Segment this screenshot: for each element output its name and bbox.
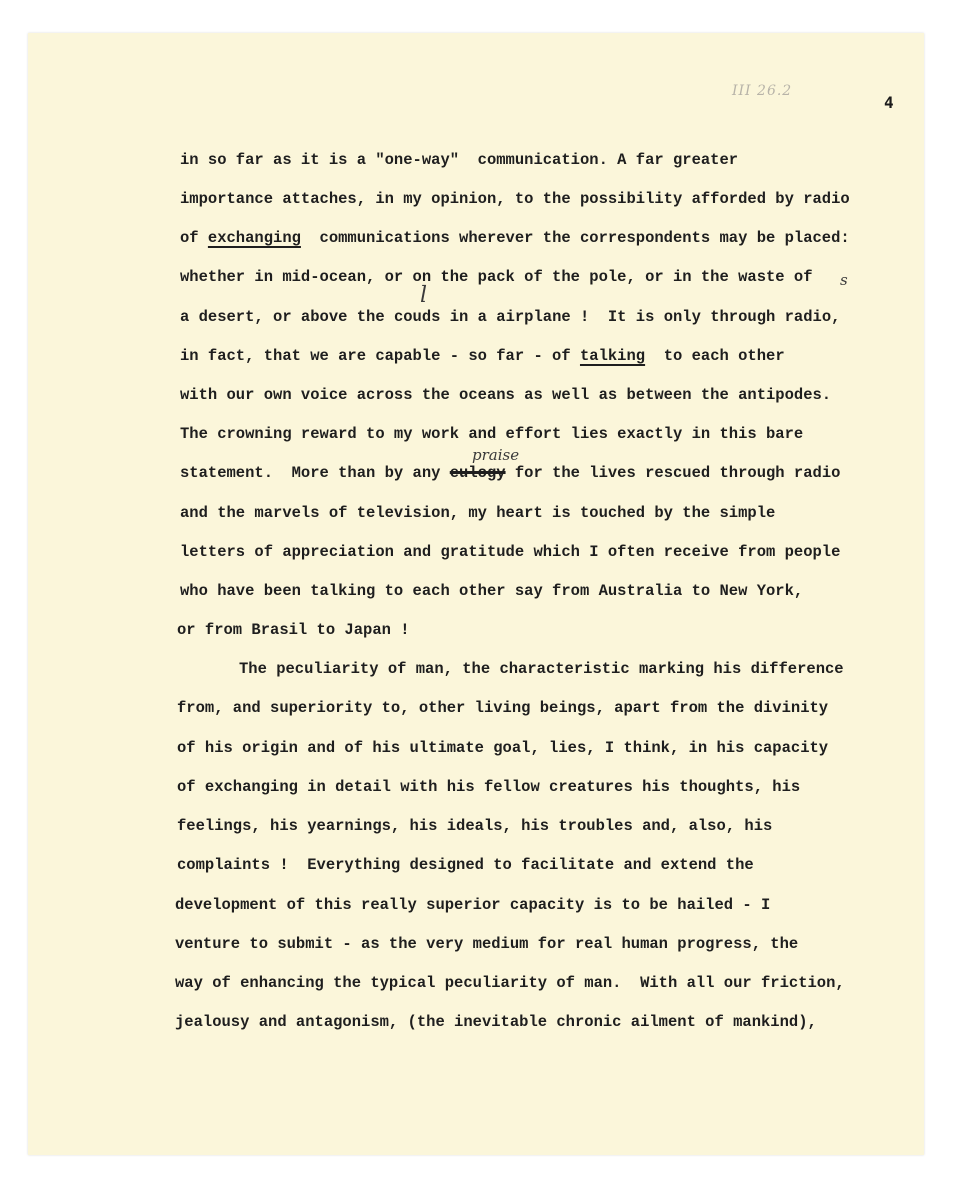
text-line: with our own voice across the oceans as well as between the antipodes. <box>180 386 832 404</box>
text-span: for the lives rescued through radio <box>505 464 841 482</box>
corrected-word: couds <box>393 308 441 326</box>
handwritten-s: s <box>840 271 848 289</box>
text-span: a desert, or above the <box>180 308 394 326</box>
text-line: importance attaches, in my opinion, to the possibility afforded by radio <box>180 190 850 208</box>
text-line <box>180 228 850 248</box>
text-line: way of enhancing the typical peculiarity of man. With all our friction, <box>175 974 845 992</box>
struck-word: eulogy <box>449 464 506 482</box>
text-line <box>180 307 840 327</box>
text-line: The peculiarity of man, the characteristic marking his difference <box>239 660 844 678</box>
text-span: of <box>180 229 208 247</box>
text-line: whether in mid-ocean, or on the pack of the pole, or in the waste of <box>180 268 813 286</box>
text-line: in so far as it is a "one-way" communication. A far greater <box>180 151 739 169</box>
text-span: to each other <box>645 347 785 365</box>
underlined-word: exchanging <box>207 229 301 247</box>
text-span: in a airplane ! It is only through radio, <box>440 308 841 326</box>
handwritten-praise: praise <box>472 446 520 464</box>
text-line: The crowning reward to my work and effort lies exactly in this bare <box>180 425 804 443</box>
text-line: venture to submit - as the very medium for real human progress, the <box>175 935 799 953</box>
text-line: from, and superiority to, other living beings, apart from the divinity <box>177 699 829 717</box>
text-line: and the marvels of television, my heart is touched by the simple <box>180 504 776 522</box>
text-line: who have been talking to each other say from Australia to New York, <box>180 582 804 600</box>
text-line: of his origin and of his ultimate goal, lies, I think, in his capacity <box>177 739 829 757</box>
text-line: of exchanging in detail with his fellow creatures his thoughts, his <box>177 778 801 796</box>
text-line <box>180 463 840 483</box>
underlined-word: talking <box>579 347 646 365</box>
text-line: development of this really superior capacity is to be hailed - I <box>175 896 771 914</box>
pencil-archive-note: III 26.2 <box>732 83 793 99</box>
text-line: letters of appreciation and gratitude which I often receive from people <box>180 543 841 561</box>
text-line: feelings, his yearnings, his ideals, his troubles and, also, his <box>177 817 773 835</box>
page-number: 4 <box>884 93 894 112</box>
text-span: communications wherever the correspondents may be placed: <box>300 229 850 247</box>
text-line: or from Brasil to Japan ! <box>177 621 410 639</box>
text-line: jealousy and antagonism, (the inevitable chronic ailment of mankind), <box>175 1013 817 1031</box>
text-span: statement. More than by any <box>180 464 450 482</box>
text-line: complaints ! Everything designed to facilitate and extend the <box>177 856 754 874</box>
handwritten-l: l <box>420 283 428 308</box>
text-line <box>180 346 785 366</box>
document-page <box>28 33 924 1155</box>
text-span: in fact, that we are capable - so far - of <box>180 347 580 365</box>
